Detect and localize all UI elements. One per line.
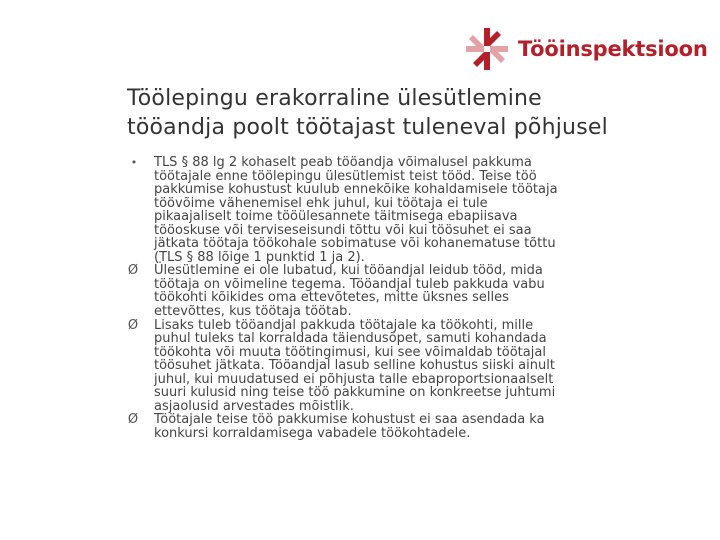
- arrow-bullet-icon: Ø: [127, 412, 139, 428]
- list-item-line: konkursi korraldamisega vabadele töökohtadele.: [154, 425, 471, 441]
- logo-text: Tööinspektsioon: [518, 37, 708, 61]
- list-item-line: ettevõttes, kus töötaja töötab.: [154, 304, 352, 320]
- arrow-bullet-icon: Ø: [127, 263, 139, 279]
- list-item-line: Ülesütlemine ei ole lubatud, kui tööandjal leidub tööd, mida: [154, 263, 543, 279]
- list-item-line: töötaja on võimeline tegema. Tööandjal tuleb pakkuda vabu: [154, 276, 545, 292]
- list-item: [125, 264, 670, 318]
- list-item: [125, 413, 670, 440]
- logo-arm: [490, 46, 508, 63]
- list-item-line: jätkata töötaja töökohale sobimatuse või kohanematuse tõttu: [154, 236, 556, 252]
- list-item-line: Lisaks tuleb tööandjal pakkuda töötajale ka töökohti, mille: [154, 317, 534, 333]
- title-line: Töölepingu erakorraline ülesütlemine: [127, 86, 542, 111]
- logo-arm: [466, 35, 484, 52]
- list-item-line: töösuhet jätkata. Tööandjal lasub selline kohustus siiski ainult: [154, 358, 555, 374]
- list-item-line: asjaolusid arvestades mõistlik.: [154, 398, 354, 414]
- tooinspektsioon-logo-icon: [464, 26, 510, 72]
- list-item-line: suuri kulusid ning teise töö pakkumine on konkreetse juhtumi: [154, 385, 556, 401]
- list-item: [125, 319, 670, 414]
- list-item-line: tööoskuse või terviseseisundi tõttu või kui töösuhet ei saa: [154, 222, 532, 238]
- list-item-line: töökohti kõikides oma ettevõtetes, mitte üksnes selles: [154, 290, 509, 306]
- list-item-line: pikaajaliselt toime tööülesannete täitmisega ebapiisava: [154, 209, 518, 225]
- logo-arm: [473, 52, 490, 70]
- list-item-line: pakkumise kohustust kuulub ennekõike kohaldamisele töötaja: [154, 182, 558, 198]
- list-item-line: Töötajale teise töö pakkumise kohustust ei saa asendada ka: [154, 412, 545, 428]
- list-item-line: (TLS § 88 lõige 1 punktid 1 ja 2).: [154, 249, 365, 265]
- list-item-line: töötajale enne töölepingu ülesütlemist teist tööd. Teise töö: [154, 168, 537, 184]
- bullet-icon: •: [130, 156, 138, 169]
- list-item-line: töökohta või muuta töötingimusi, kui see võimaldab töötajal: [154, 344, 546, 360]
- logo-arm: [484, 28, 501, 46]
- arrow-bullet-icon: Ø: [127, 317, 139, 333]
- list-item-line: puhul tuleks tal korraldada täiendusõpet, samuti kohandada: [154, 331, 547, 347]
- header-logo: [464, 26, 708, 72]
- list-item-line: TLS § 88 lg 2 kohaselt peab tööandja võimalusel pakkuma: [154, 155, 532, 170]
- list-item-line: juhul, kui muudatused ei põhjusta talle ebaproportsionaalselt: [154, 371, 554, 387]
- slide-title: [127, 84, 687, 142]
- list-item: [125, 156, 670, 264]
- slide-content: [125, 156, 670, 440]
- list-item-line: töövõime vähenemisel ehk juhul, kui töötaja ei tule: [154, 195, 488, 211]
- title-line: tööandja poolt töötajast tuleneval põhjusel: [127, 115, 608, 140]
